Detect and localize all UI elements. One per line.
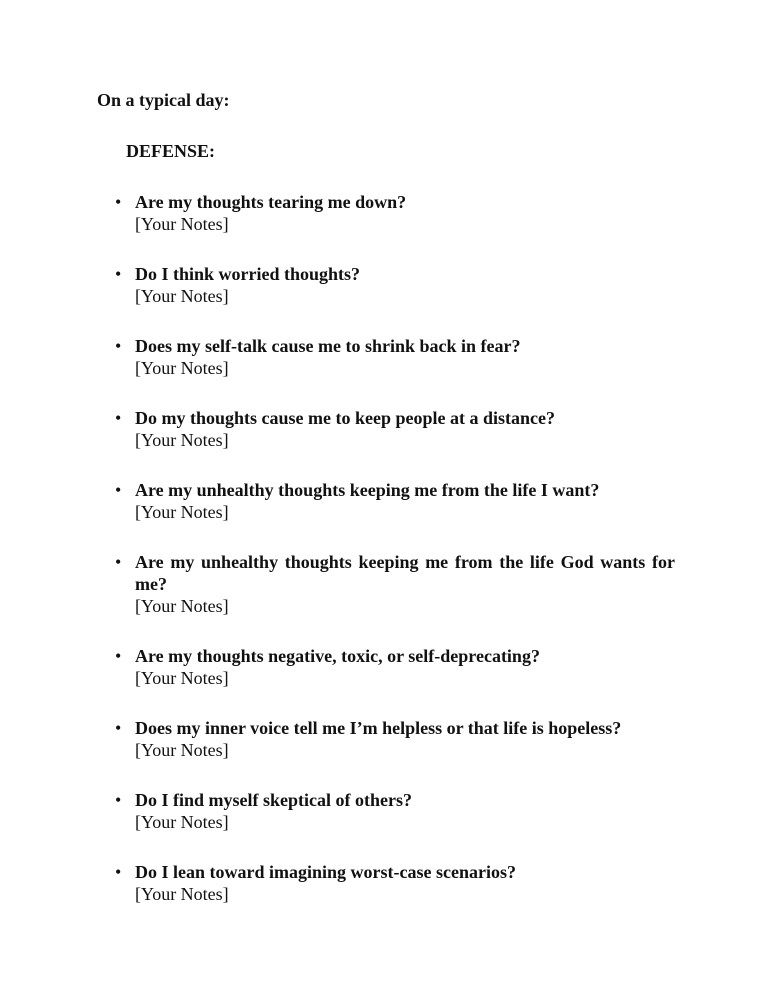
- question-text: Does my inner voice tell me I’m helpless or that life is hopeless?: [135, 718, 622, 738]
- bullet-icon: •: [115, 264, 122, 284]
- notes-field[interactable]: [Your Notes]: [135, 358, 229, 378]
- notes-field[interactable]: [Your Notes]: [135, 502, 229, 522]
- notes-field[interactable]: [Your Notes]: [135, 812, 229, 832]
- page-heading: On a typical day:: [97, 90, 230, 110]
- question-text: Are my unhealthy thoughts keeping me from the life God wants for me?: [135, 552, 675, 594]
- section-heading: DEFENSE:: [126, 141, 216, 161]
- question-text: Does my self-talk cause me to shrink back in fear?: [135, 336, 521, 356]
- bullet-icon: •: [115, 718, 122, 738]
- bullet-icon: •: [115, 862, 122, 882]
- notes-field[interactable]: [Your Notes]: [135, 884, 229, 904]
- list-item: [115, 479, 675, 523]
- list-item: [115, 551, 675, 617]
- notes-field[interactable]: [Your Notes]: [135, 668, 229, 688]
- question-text: Do my thoughts cause me to keep people at a distance?: [135, 408, 555, 428]
- question-text: Are my thoughts tearing me down?: [135, 192, 407, 212]
- list-item: [115, 335, 675, 379]
- bullet-icon: •: [115, 336, 122, 356]
- bullet-icon: •: [115, 646, 122, 666]
- notes-field[interactable]: [Your Notes]: [135, 596, 229, 616]
- question-text: Are my thoughts negative, toxic, or self-deprecating?: [135, 646, 540, 666]
- list-item: [115, 717, 675, 761]
- list-item: [115, 191, 675, 235]
- question-text: Are my unhealthy thoughts keeping me from the life I want?: [135, 480, 600, 500]
- bullet-icon: •: [115, 480, 122, 500]
- notes-field[interactable]: [Your Notes]: [135, 430, 229, 450]
- question-text: Do I think worried thoughts?: [135, 264, 361, 284]
- notes-field[interactable]: [Your Notes]: [135, 740, 229, 760]
- list-item: [115, 407, 675, 451]
- list-item: [115, 263, 675, 307]
- list-item: [115, 861, 675, 905]
- notes-field[interactable]: [Your Notes]: [135, 214, 229, 234]
- notes-field[interactable]: [Your Notes]: [135, 286, 229, 306]
- list-item: [115, 789, 675, 833]
- question-text: Do I find myself skeptical of others?: [135, 790, 412, 810]
- list-item: [115, 645, 675, 689]
- bullet-icon: •: [115, 552, 122, 572]
- question-text: Do I lean toward imagining worst-case scenarios?: [135, 862, 516, 882]
- bullet-icon: •: [115, 790, 122, 810]
- bullet-icon: •: [115, 192, 122, 212]
- bullet-icon: •: [115, 408, 122, 428]
